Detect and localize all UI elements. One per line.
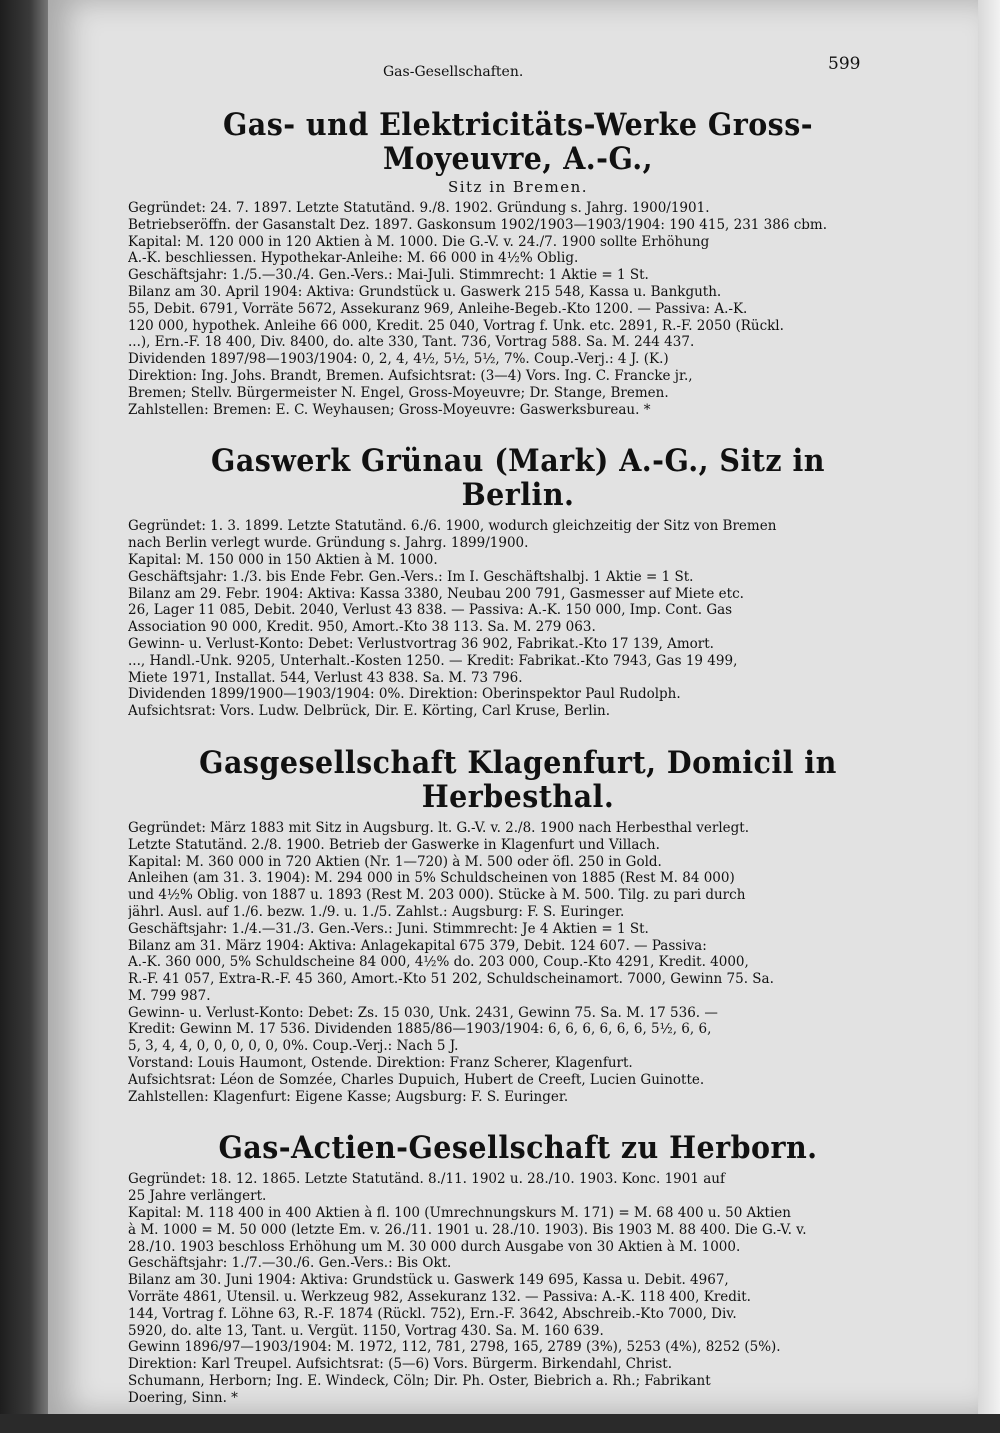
entry-line: Geschäftsjahr: 1./3. bis Ende Febr. Gen.-Vers.: Im I. Geschäftshalbj. 1 Aktie = 1 St. (128, 568, 694, 585)
entry-line: Doering, Sinn. * (128, 1389, 238, 1406)
entry-line: Aufsichtsrat: Léon de Somzée, Charles Dupuich, Hubert de Creeft, Lucien Guinotte. (128, 1071, 705, 1088)
entry-line: Gegründet: 24. 7. 1897. Letzte Statutänd. 9./8. 1902. Gründung s. Jahrg. 1900/1901. (128, 200, 710, 216)
entry-line: Bremen; Stellv. Bürgermeister N. Engel, Gross-Moyeuvre; Dr. Stange, Bremen. (128, 384, 669, 401)
entry-line: Kapital: M. 120 000 in 120 Aktien à M. 1000. Die G.-V. v. 24./7. 1900 sollte Erhöhung (128, 233, 710, 250)
entry-line: Zahlstellen: Bremen: E. C. Weyhausen; Gross-Moyeuvre: Gaswerksbureau. * (128, 401, 651, 418)
page-number: 599 (828, 54, 861, 74)
entry-line: Vorräte 4861, Utensil. u. Werkzeug 982, Assekuranz 132. — Passiva: A.-K. 118 400, Kredit. (128, 1289, 751, 1306)
entry-line: Dividenden 1897/98—1903/1904: 0, 2, 4, 4½, 5½, 5½, 7%. Coup.-Verj.: 4 J. (K.) (128, 351, 669, 368)
entry-line: 55, Debit. 6791, Vorräte 5672, Assekuranz 969, Anleihe-Begeb.-Kto 1200. — Passiva: A.-K. (128, 300, 748, 317)
company-title: Gas-Actien-Gesellschaft zu Herborn. (218, 1130, 818, 1167)
entry-line: M. 799 987. (128, 987, 211, 1004)
page-content (128, 108, 908, 1433)
entry-line: Gewinn- u. Verlust-Konto: Debet: Zs. 15 030, Unk. 2431, Gewinn 75. Sa. M. 17 536. — (128, 1004, 718, 1021)
entry-line: Gewinn 1896/97—1903/1904: M. 1972, 112, 781, 2798, 165, 2789 (3%), 5253 (4%), 8252 (5%). (128, 1339, 781, 1356)
entry-line: Kapital: M. 150 000 in 150 Aktien à M. 1000. (128, 551, 438, 568)
company-entry (128, 108, 908, 418)
entry-line: A.-K. 360 000, 5% Schuldscheine 84 000, 4½% do. 203 000, Coup.-Kto 4291, Kredit. 4000, (128, 954, 749, 971)
entry-line: Geschäftsjahr: 1./7.—30./6. Gen.-Vers.: Bis Okt. (128, 1255, 452, 1272)
entry-line: Gewinn- u. Verlust-Konto: Debet: Verlustvortrag 36 902, Fabrikat.-Kto 17 139, Amort. (128, 635, 714, 652)
entry-line: Gegründet: 18. 12. 1865. Letzte Statutänd. 8./11. 1902 u. 28./10. 1903. Konc. 1901 auf (128, 1171, 725, 1188)
company-entry (128, 444, 908, 720)
entry-line: 28./10. 1903 beschloss Erhöhung um M. 30 000 durch Ausgabe von 30 Aktien à M. 1000. (128, 1238, 741, 1255)
entry-line: Bilanz am 30. April 1904: Aktiva: Grundstück u. Gaswerk 215 548, Kassa u. Bankguth. (128, 283, 722, 300)
entry-line: 144, Vortrag f. Löhne 63, R.-F. 1874 (Rückl. 752), Ern.-F. 3642, Abschreib.-Kto 7000, Div. (128, 1305, 737, 1322)
entry-line: und 4½% Oblig. von 1887 u. 1893 (Rest M. 203 000). Stücke à M. 500. Tilg. zu pari durch (128, 887, 746, 904)
company-title: Gaswerk Grünau (Mark) A.-G., Sitz in Berlin. (211, 443, 825, 514)
entry-line: Zahlstellen: Klagenfurt: Eigene Kasse; Augsburg: F. S. Euringer. (128, 1088, 569, 1105)
entry-line: 26, Lager 11 085, Debit. 2040, Verlust 43 838. — Passiva: A.-K. 150 000, Imp. Cont. Gas (128, 602, 733, 619)
entry-line: Kredit: Gewinn M. 17 536. Dividenden 1885/86—1903/1904: 6, 6, 6, 6, 6, 6, 5½, 6, 6, (128, 1021, 712, 1038)
entry-line: Bilanz am 30. Juni 1904: Aktiva: Grundstück u. Gaswerk 149 695, Kassa u. Debit. 4967, (128, 1272, 729, 1289)
entry-line: Dividenden 1899/1900—1903/1904: 0%. Direktion: Oberinspektor Paul Rudolph. (128, 686, 681, 703)
entry-line: Miete 1971, Installat. 544, Verlust 43 838. Sa. M. 73 796. (128, 669, 523, 686)
entry-line: Kapital: M. 360 000 in 720 Aktien (Nr. 1—720) à M. 500 oder öfl. 250 in Gold. (128, 853, 662, 870)
entry-line: Direktion: Karl Treupel. Aufsichtsrat: (5—6) Vors. Bürgerm. Birkendahl, Christ. (128, 1356, 673, 1373)
entry-line: nach Berlin verlegt wurde. Gründung s. Jahrg. 1899/1900. (128, 535, 529, 552)
entry-line: Letzte Statutänd. 2./8. 1900. Betrieb der Gaswerke in Klagenfurt und Villach. (128, 836, 660, 853)
entry-line: 120 000, hypothek. Anleihe 66 000, Kredit. 25 040, Vortrag f. Unk. etc. 2891, R.-F. 2050 (Rückl. (128, 317, 784, 334)
entry-line: jährl. Ausl. auf 1./6. bezw. 1./9. u. 1./5. Zahlst.: Augsburg: F. S. Euringer. (128, 903, 625, 920)
entry-line: Geschäftsjahr: 1./4.—31./3. Gen.-Vers.: Juni. Stimmrecht: Je 4 Aktien = 1 St. (128, 920, 649, 937)
entry-line: Betriebseröffn. der Gasanstalt Dez. 1897. Gaskonsum 1902/1903—1903/1904: 190 415, 231 386 cbm. (128, 216, 828, 233)
entry-line: Geschäftsjahr: 1./5.—30./4. Gen.-Vers.: Mai-Juli. Stimmrecht: 1 Aktie = 1 St. (128, 267, 649, 284)
entry-line: Gegründet: März 1883 mit Sitz in Augsburg. lt. G.-V. v. 2./8. 1900 nach Herbesthal verlegt. (128, 819, 749, 836)
running-title: Gas-Gesellschaften. (383, 64, 524, 80)
entry-line: 5, 3, 4, 4, 0, 0, 0, 0, 0, 0%. Coup.-Verj.: Nach 5 J. (128, 1038, 459, 1055)
entry-line: Vorstand: Louis Haumont, Ostende. Direktion: Franz Scherer, Klagenfurt. (128, 1055, 633, 1072)
entry-line: Bilanz am 31. März 1904: Aktiva: Anlagekapital 675 379, Debit. 124 607. — Passiva: (128, 937, 707, 954)
entry-line: ..., Handl.-Unk. 9205, Unterhalt.-Kosten 1250. — Kredit: Fabrikat.-Kto 7943, Gas 19 499, (128, 652, 738, 669)
entry-line: Gegründet: 1. 3. 1899. Letzte Statutänd. 6./6. 1900, wodurch gleichzeitig der Sitz von Bremen (128, 518, 777, 535)
company-entry (128, 1131, 908, 1406)
entry-line: Aufsichtsrat: Vors. Ludw. Delbrück, Dir. E. Körting, Carl Kruse, Berlin. (128, 703, 610, 720)
entry-line: 5920, do. alte 13, Tant. u. Vergüt. 1150, Vortrag 430. Sa. M. 160 639. (128, 1322, 604, 1339)
entry-line: Kapital: M. 118 400 in 400 Aktien à fl. 100 (Umrechnungskurs M. 171) = M. 68 400 u. 50 Aktien (128, 1205, 791, 1222)
entry-line: à M. 1000 = M. 50 000 (letzte Em. v. 26./11. 1901 u. 28./10. 1903). Bis 1903 M. 88 400. Die G.-V. v. (128, 1221, 807, 1238)
entry-line: Association 90 000, Kredit. 950, Amort.-Kto 38 113. Sa. M. 279 063. (128, 619, 596, 636)
entry-line: A.-K. beschliessen. Hypothekar-Anleihe: M. 66 000 in 4½% Oblig. (128, 250, 579, 267)
entry-line: Bilanz am 29. Febr. 1904: Aktiva: Kassa 3380, Neubau 200 791, Gasmesser auf Miete etc. (128, 585, 744, 602)
entry-line: R.-F. 41 057, Extra-R.-F. 45 360, Amort.-Kto 51 202, Schuldscheinamort. 7000, Gewinn 75. Sa. (128, 971, 774, 988)
entry-line: 25 Jahre verlängert. (128, 1188, 267, 1205)
document-page (48, 0, 978, 1414)
entry-line: ...), Ern.-F. 18 400, Div. 8400, do. alte 330, Tant. 736, Vortrag 588. Sa. M. 244 437. (128, 334, 695, 351)
company-entry (128, 746, 908, 1106)
entry-line: Anleihen (am 31. 3. 1904): M. 294 000 in 5% Schuldscheinen von 1885 (Rest M. 84 000) (128, 870, 735, 887)
page-edge (978, 0, 1000, 1414)
company-seat: Sitz in Bremen. (447, 178, 589, 196)
company-title: Gas- und Elektricitäts-Werke Gross-Moyeuvre, A.-G., (222, 107, 814, 177)
company-title: Gasgesellschaft Klagenfurt, Domicil in Herbesthal. (199, 744, 837, 815)
entry-line: Direktion: Ing. Johs. Brandt, Bremen. Aufsichtsrat: (3—4) Vors. Ing. C. Francke jr., (128, 367, 693, 384)
entry-line: Schumann, Herborn; Ing. E. Windeck, Cöln; Dir. Ph. Oster, Biebrich a. Rh.; Fabrikant (128, 1373, 711, 1390)
